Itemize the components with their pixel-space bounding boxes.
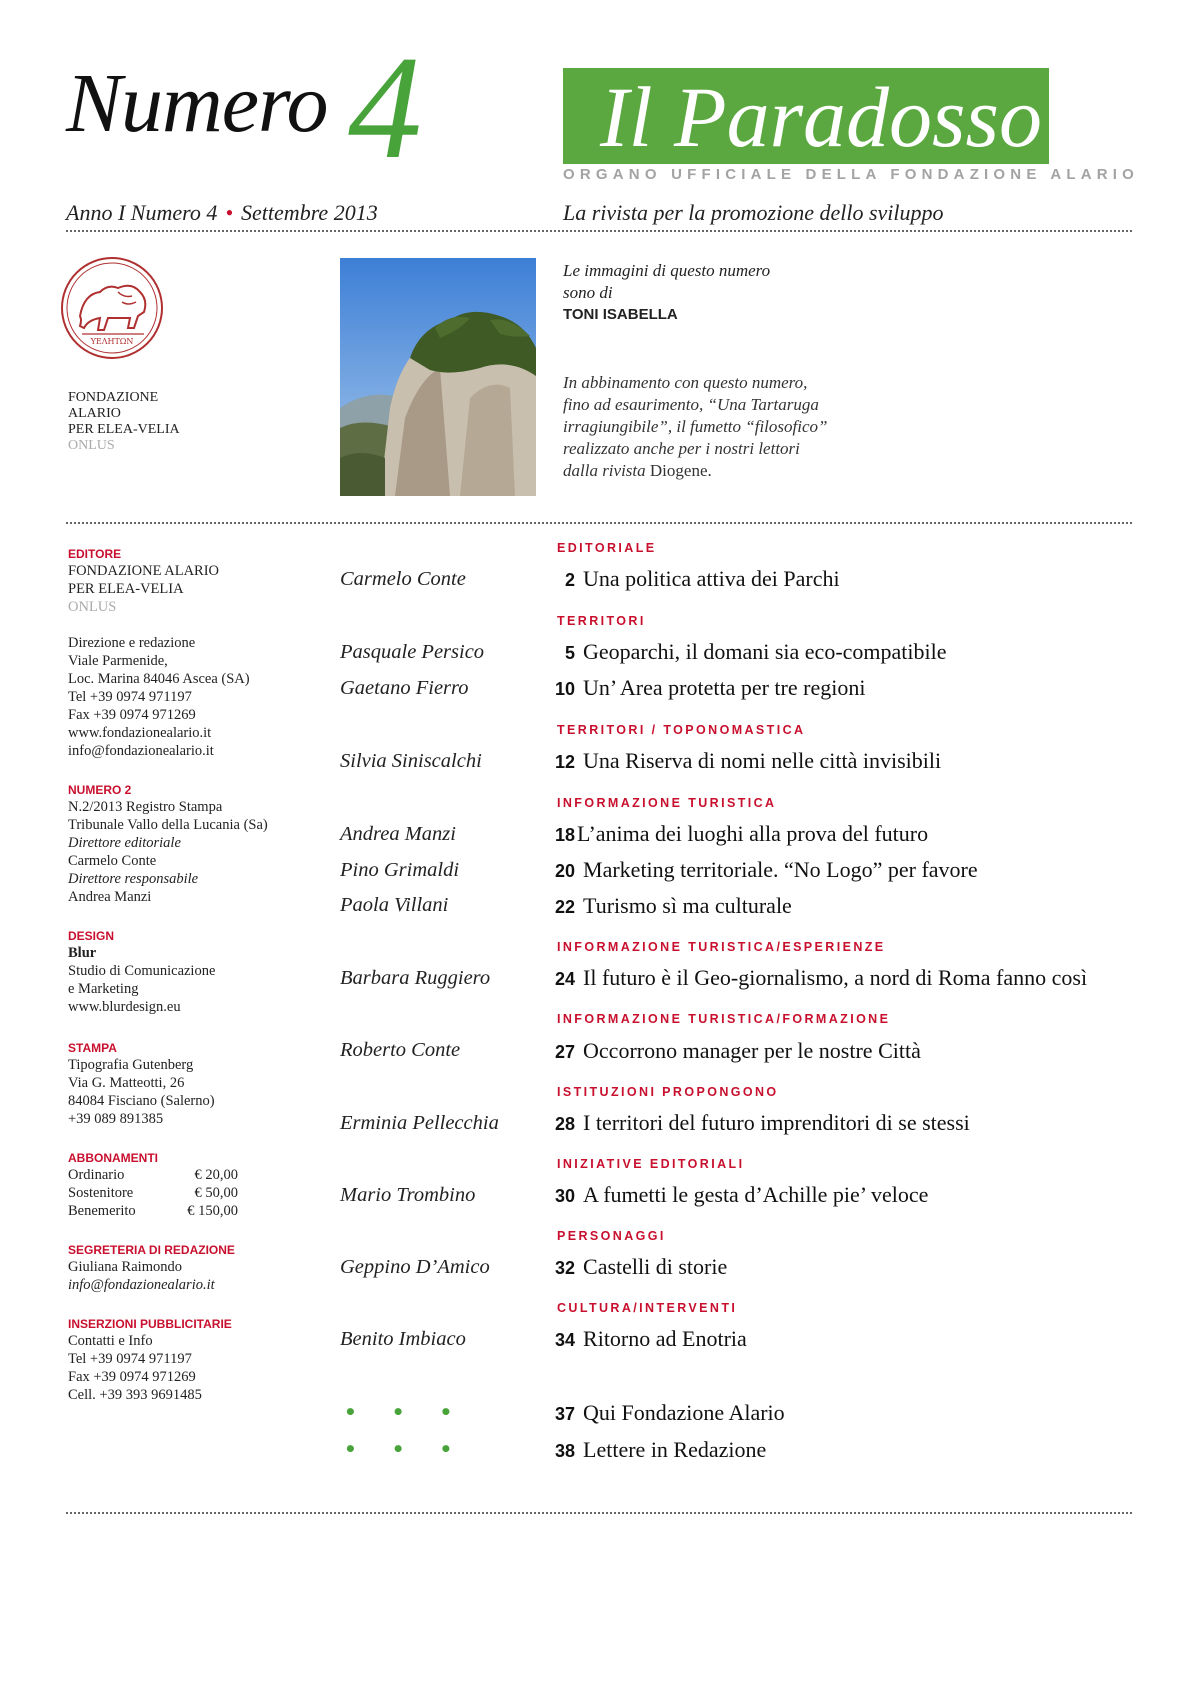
colophon-direzione xyxy=(68,634,338,760)
toc-entry[interactable] xyxy=(555,1437,1135,1463)
toc-page-number: 2 xyxy=(565,570,576,590)
colophon-line: 84084 Fisciano (Salerno) xyxy=(68,1093,215,1109)
green-dots-icon: • • • xyxy=(344,1437,467,1461)
toc-page-number: 28 xyxy=(555,1114,576,1134)
toc-page-number: 30 xyxy=(555,1186,576,1206)
foundation-line: FONDAZIONE xyxy=(68,390,159,405)
toc-page-number: 18 xyxy=(555,825,576,845)
toc-title: Il futuro è il Geo-giornalismo, a nord di Roma fanno così xyxy=(583,965,1088,990)
comic-note-text: dalla rivista xyxy=(563,461,646,480)
comic-note-line: irragiungibile”, il fumetto “filosofico” xyxy=(563,417,828,436)
colophon-line: Via G. Matteotti, 26 xyxy=(68,1075,185,1091)
colophon-line: Blur xyxy=(68,945,97,961)
toc-page-number: 5 xyxy=(565,643,576,663)
colophon-line: Fax +39 0974 971269 xyxy=(68,1369,196,1385)
toc-title: L’anima dei luoghi alla prova del futuro xyxy=(577,821,929,846)
toc-entry[interactable] xyxy=(555,857,1135,883)
issue-year-number: Anno I Numero 4 xyxy=(66,200,218,225)
foundation-coin-logo xyxy=(58,254,166,362)
divider xyxy=(66,522,1132,524)
colophon-abbonamenti xyxy=(68,1150,338,1220)
toc-section-heading: TERRITORI / TOPONOMASTICA xyxy=(557,723,806,737)
colophon-line: Loc. Marina 84046 Ascea (SA) xyxy=(68,671,250,687)
toc-section-heading: TERRITORI xyxy=(557,614,646,628)
photographer-name: TONI ISABELLA xyxy=(563,306,678,323)
comic-note-line: fino ad esaurimento, “Una Tartaruga xyxy=(563,395,819,414)
toc-entry[interactable] xyxy=(565,566,1145,592)
colophon-line: Tel +39 0974 971197 xyxy=(68,1351,192,1367)
toc-entry[interactable] xyxy=(555,748,1135,774)
colophon-line: ONLUS xyxy=(68,599,117,615)
subscription-price: € 20,00 xyxy=(194,1167,238,1183)
comic-note-line xyxy=(563,460,883,482)
toc-author: Erminia Pellecchia xyxy=(340,1112,499,1134)
colophon-heading: NUMERO 2 xyxy=(68,783,132,797)
toc-title: Una Riserva di nomi nelle città invisibili xyxy=(583,748,942,773)
colophon-line: +39 089 891385 xyxy=(68,1111,164,1127)
colophon-line: Cell. +39 393 9691485 xyxy=(68,1387,202,1403)
toc-author: Gaetano Fierro xyxy=(340,677,469,699)
toc-page-number: 38 xyxy=(555,1441,576,1461)
issue-month: Settembre 2013 xyxy=(241,200,378,225)
toc-entry[interactable] xyxy=(555,893,1135,919)
toc-entry[interactable] xyxy=(555,675,1135,701)
toc-entry[interactable] xyxy=(555,1038,1135,1064)
toc-page-number: 10 xyxy=(555,679,576,699)
colophon-line: Direttore editoriale xyxy=(68,835,181,851)
green-dots-icon: • • • xyxy=(344,1400,467,1424)
toc-section-heading: INIZIATIVE EDITORIALI xyxy=(557,1157,745,1171)
website-link[interactable]: www.fondazionealario.it xyxy=(68,725,212,741)
image-credits xyxy=(563,260,863,304)
toc-title: Lettere in Redazione xyxy=(583,1437,767,1462)
credits-line: Le immagini di questo numero xyxy=(563,261,771,280)
foundation-line: ALARIO xyxy=(68,406,121,421)
email-link[interactable]: info@fondazionealario.it xyxy=(68,1277,215,1293)
toc-entry[interactable] xyxy=(565,639,1145,665)
colophon-heading: INSERZIONI PUBBLICITARIE xyxy=(68,1317,232,1331)
colophon-numero xyxy=(68,782,338,906)
magazine-subtitle: ORGANO UFFICIALE DELLA FONDAZIONE ALARIO xyxy=(563,166,1140,183)
bullet-icon: • xyxy=(225,200,234,225)
toc-page-number: 34 xyxy=(555,1330,576,1350)
toc-entry[interactable] xyxy=(555,1110,1135,1136)
colophon-heading: ABBONAMENTI xyxy=(68,1151,158,1165)
colophon-heading: DESIGN xyxy=(68,929,115,943)
colophon-line: Studio di Comunicazione xyxy=(68,963,216,979)
issue-number: 4 xyxy=(348,26,422,190)
colophon-line: Tipografia Gutenberg xyxy=(68,1057,194,1073)
foundation-line: ONLUS xyxy=(68,438,115,453)
colophon-line: Tel +39 0974 971197 xyxy=(68,689,192,705)
toc-author: Paola Villani xyxy=(340,894,449,916)
colophon-design xyxy=(68,928,338,1016)
colophon-line: N.2/2013 Registro Stampa xyxy=(68,799,223,815)
foundation-line: PER ELEA-VELIA xyxy=(68,422,180,437)
toc-author: Benito Imbiaco xyxy=(340,1328,466,1350)
toc-title: Castelli di storie xyxy=(583,1254,728,1279)
toc-page-number: 37 xyxy=(555,1404,576,1424)
colophon-stampa xyxy=(68,1040,338,1128)
issue-date-line xyxy=(66,200,378,226)
colophon-line: Carmelo Conte xyxy=(68,853,157,869)
colophon-heading: SEGRETERIA DI REDAZIONE xyxy=(68,1243,235,1257)
toc-entry[interactable] xyxy=(555,821,1135,847)
colophon-line: Tribunale Vallo della Lucania (Sa) xyxy=(68,817,268,833)
toc-title: Qui Fondazione Alario xyxy=(583,1400,785,1425)
colophon-inserzioni xyxy=(68,1316,338,1404)
toc-entry[interactable] xyxy=(555,965,1135,991)
divider xyxy=(66,1512,1132,1514)
colophon-line: PER ELEA-VELIA xyxy=(68,581,184,597)
toc-author: Roberto Conte xyxy=(340,1039,461,1061)
toc-page-number: 27 xyxy=(555,1042,576,1062)
toc-author: Carmelo Conte xyxy=(340,568,466,590)
toc-section-heading: INFORMAZIONE TURISTICA/ESPERIENZE xyxy=(557,940,886,954)
colophon-editore xyxy=(68,546,338,616)
toc-title: A fumetti le gesta d’Achille pie’ veloce xyxy=(583,1182,929,1207)
toc-title: Ritorno ad Enotria xyxy=(583,1326,747,1351)
toc-title: Una politica attiva dei Parchi xyxy=(583,566,840,591)
toc-section-heading: INFORMAZIONE TURISTICA xyxy=(557,796,777,810)
toc-title: I territori del futuro imprenditori di se stessi xyxy=(583,1110,970,1135)
toc-page-number: 32 xyxy=(555,1258,576,1278)
toc-page-number: 24 xyxy=(555,969,576,989)
subscription-label: Sostenitore xyxy=(68,1185,134,1201)
toc-section-heading: ISTITUZIONI PROPONGONO xyxy=(557,1085,779,1099)
toc-entry[interactable] xyxy=(555,1254,1135,1280)
logo-lettering: ΥΕΛΗΤΩΝ xyxy=(90,337,134,346)
toc-section-heading: PERSONAGGI xyxy=(557,1229,666,1243)
colophon-line: e Marketing xyxy=(68,981,139,997)
toc-author: Mario Trombino xyxy=(340,1184,476,1206)
colophon-line: Fax +39 0974 971269 xyxy=(68,707,196,723)
toc-title: Turismo sì ma culturale xyxy=(583,893,792,918)
toc-author: Andrea Manzi xyxy=(340,823,456,845)
colophon-heading: STAMPA xyxy=(68,1041,117,1055)
website-link[interactable]: www.blurdesign.eu xyxy=(68,999,181,1015)
comic-note-line: realizzato anche per i nostri lettori xyxy=(563,439,800,458)
comic-note-line: In abbinamento con questo numero, xyxy=(563,373,808,392)
colophon-line: Viale Parmenide, xyxy=(68,653,168,669)
subscription-row xyxy=(68,1202,238,1220)
toc-author: Geppino D’Amico xyxy=(340,1256,490,1278)
magazine-title: Il Paradosso xyxy=(600,69,1042,165)
subscription-label: Ordinario xyxy=(68,1167,125,1183)
toc-author: Pino Grimaldi xyxy=(340,859,460,881)
toc-entry[interactable] xyxy=(555,1400,1135,1426)
toc-page-number: 20 xyxy=(555,861,576,881)
divider xyxy=(66,230,1132,232)
foundation-name xyxy=(68,390,180,454)
toc-title: Geoparchi, il domani sia eco-compatibile xyxy=(583,639,947,664)
colophon-line: FONDAZIONE ALARIO xyxy=(68,563,220,579)
toc-title: Un’ Area protetta per tre regioni xyxy=(583,675,866,700)
magazine-tagline: La rivista per la promozione dello sviluppo xyxy=(563,200,944,225)
colophon-heading: EDITORE xyxy=(68,547,122,561)
issue-label: Numero xyxy=(66,57,328,150)
toc-entry[interactable] xyxy=(555,1326,1135,1352)
subscription-row xyxy=(68,1184,238,1202)
colophon-line: Contatti e Info xyxy=(68,1333,153,1349)
colophon-line: Direttore responsabile xyxy=(68,871,199,887)
toc-author: Barbara Ruggiero xyxy=(340,967,491,989)
colophon-line: Andrea Manzi xyxy=(68,889,152,905)
toc-author: Pasquale Persico xyxy=(340,641,485,663)
comic-note xyxy=(563,372,883,482)
toc-author: Silvia Siniscalchi xyxy=(340,750,482,772)
colophon-line: Giuliana Raimondo xyxy=(68,1259,182,1275)
subscription-row xyxy=(68,1166,238,1184)
toc-page-number: 12 xyxy=(555,752,576,772)
subscription-label: Benemerito xyxy=(68,1203,136,1219)
credits-line: sono di xyxy=(563,283,613,302)
comic-note-magazine: Diogene. xyxy=(649,461,712,480)
cover-photo-cliff xyxy=(340,258,536,496)
toc-entry[interactable] xyxy=(555,1182,1135,1208)
toc-section-heading: INFORMAZIONE TURISTICA/FORMAZIONE xyxy=(557,1012,891,1026)
toc-title: Occorrono manager per le nostre Città xyxy=(583,1038,921,1063)
subscription-price: € 50,00 xyxy=(194,1185,238,1201)
toc-section-heading: CULTURA/INTERVENTI xyxy=(557,1301,738,1315)
email-link[interactable]: info@fondazionealario.it xyxy=(68,743,214,759)
toc-page-number: 22 xyxy=(555,897,576,917)
subscription-price: € 150,00 xyxy=(187,1203,238,1219)
colophon-segreteria xyxy=(68,1242,338,1294)
toc-section-heading: EDITORIALE xyxy=(557,541,657,555)
toc-title: Marketing territoriale. “No Logo” per favore xyxy=(583,857,978,882)
colophon-line: Direzione e redazione xyxy=(68,635,196,651)
